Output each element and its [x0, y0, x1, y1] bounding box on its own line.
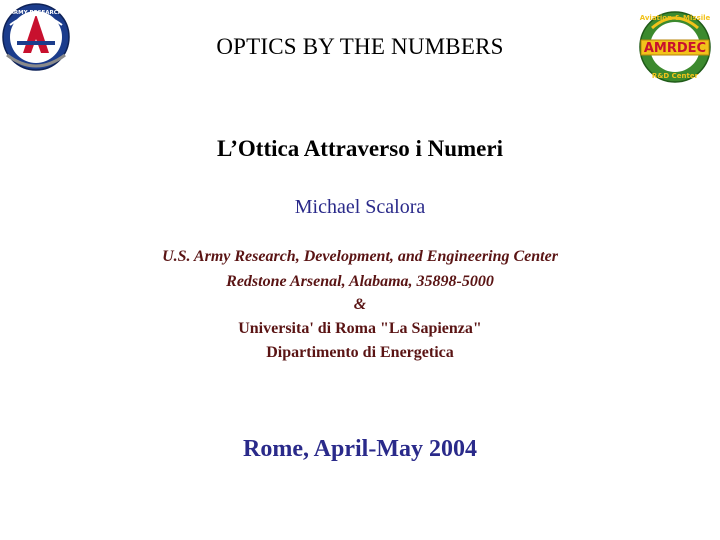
presentation-date: Rome, April-May 2004	[243, 436, 477, 462]
right-logo-main-text: AMRDEC	[643, 41, 707, 56]
affiliation-line: &	[353, 296, 367, 313]
slide-subtitle: L’Ottica Attraverso i Numeri	[217, 136, 503, 161]
slide-title: OPTICS BY THE NUMBERS	[216, 34, 504, 59]
affiliation-line: U.S. Army Research, Development, and Engineering Center	[162, 248, 558, 265]
affiliation-line: Redstone Arsenal, Alabama, 35898-5000	[226, 273, 494, 290]
affiliation-line: Dipartimento di Energetica	[266, 344, 454, 361]
right-logo-bottom-text: R&D Center	[651, 72, 699, 80]
author-name: Michael Scalora	[294, 196, 426, 218]
right-logo-top-text: Aviation & Missile	[639, 14, 711, 22]
affiliation-line: Universita' di Roma "La Sapienza"	[238, 320, 482, 337]
left-logo-text: ARMY RESEARCH	[9, 10, 63, 16]
